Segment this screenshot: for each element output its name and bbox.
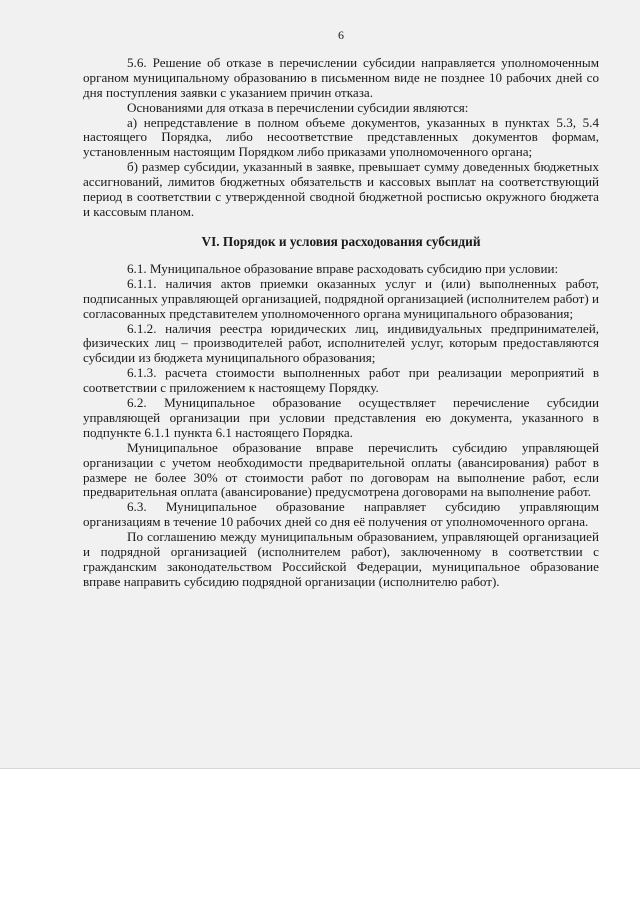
paragraph-6-1-3: 6.1.3. расчета стоимости выполненных работ при реализации мероприятий в соответствии с приложением к настоящему Порядку. xyxy=(83,365,599,396)
document-body xyxy=(83,28,599,590)
paragraph-agreement: По соглашению между муниципальным образованием, управляющей организацией и подрядной организацией (исполнителем работ), заключенному в соответствии с гражданским законодательством Российской Федерации, муниципальное образование вправе направить субсидию подрядной организации (исполнителю работ). xyxy=(83,529,599,589)
paragraph-6-2: 6.2. Муниципальное образование осуществляет перечисление субсидии управляющей организации при условии представления ею документа, указанного в подпункте 6.1.1 пункта 6.1 настоящего Порядка. xyxy=(83,395,599,440)
paragraph-6-1-1: 6.1.1. наличия актов приемки оказанных услуг и (или) выполненных работ, подписанных управляющей организацией, подрядной организацией (исполнителем работ) и согласованных представителем уполномоченного органа муниципального образования; xyxy=(83,275,599,321)
paragraph-refusal-grounds: Основаниями для отказа в перечислении субсидии являются: xyxy=(127,99,469,115)
paragraph-6-3: 6.3. Муниципальное образование направляет субсидию управляющим организациям в течение 10 рабочих дней со дня её получения от уполномоченного органа. xyxy=(83,499,599,530)
page-number: 6 xyxy=(338,28,344,42)
paragraph-5-6: 5.6. Решение об отказе в перечислении субсидии направляется уполномоченным органом муниципальному образованию в письменном виде не позднее 10 рабочих дней со дня поступления заявки с указанием причин отказа. xyxy=(83,54,599,100)
paragraph-refusal-b: б) размер субсидии, указанный в заявке, превышает сумму доведенных бюджетных ассигнований, лимитов бюджетных обязательств и кассовых выплат на соответствующий период в соответствии с утвержденной сводной бюджетной росписью окружного бюджета и кассовым планом. xyxy=(83,159,599,219)
paragraph-advance-payment: Муниципальное образование вправе перечислить субсидию управляющей организации с учетом необходимости предварительной оплаты (авансирования) работ в размере не более 30% от стоимости работ по договорам на выполнение работ, если предварительная оплата (авансирование) предусмотрена договорами на выполнение работ. xyxy=(83,439,599,500)
paragraph-6-1-2: 6.1.2. наличия реестра юридических лиц, индивидуальных предпринимателей, физических лиц – производителей работ, исполнителей услуг, которым предоставляются субсидии из бюджета муниципального образования; xyxy=(83,320,599,366)
section-heading: VI. Порядок и условия расходования субсидий xyxy=(201,233,481,249)
paragraph-refusal-a: а) непредставление в полном объеме документов, указанных в пунктах 5.3, 5.4 настоящего Порядка, либо несоответствие представленных документов формам, установленным настоящим Порядком либо приказами уполномоченного органа; xyxy=(83,114,599,160)
paragraph-6-1: 6.1. Муниципальное образование вправе расходовать субсидию при условии: xyxy=(127,260,559,276)
